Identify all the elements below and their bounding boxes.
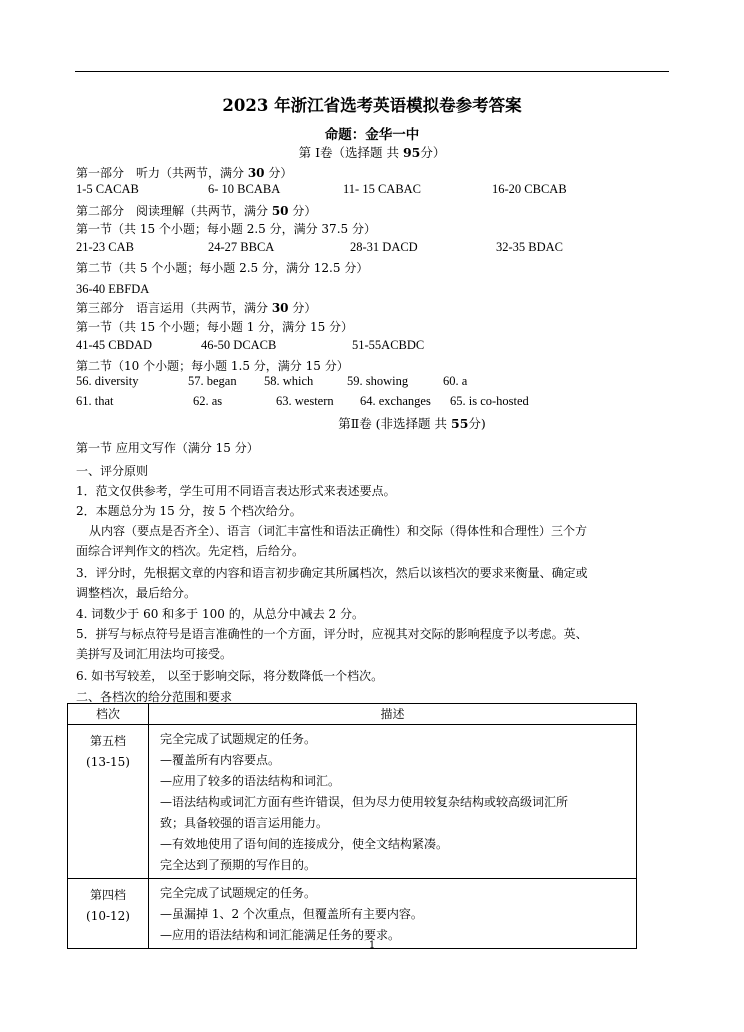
rule-2-detail: 从内容（要点是否齐全）、语言（词汇丰富性和语法正确性）和交际（得体性和合理性）三个方 (89, 524, 588, 538)
part-1-heading: 第一部分 听力（共两节，满分 30 分） (76, 166, 293, 180)
level-name: 第五档 (89, 734, 126, 748)
answer-row: 32-35 BDAC (496, 240, 564, 254)
rule-6: 6. 如书写较差， 以至于影响交际，将分数降低一个档次。 (76, 669, 384, 683)
writing-section-heading: 第一节 应用文写作（满分 15 分） (76, 441, 259, 455)
level-cell (68, 879, 149, 949)
section-heading: 第一节（共 15 个小题；每小题 2.5 分，满分 37.5 分） (76, 222, 376, 236)
answer-row: 11- 15 CABAC (343, 182, 422, 196)
rule-5-cont: 美拼写及词汇用法均可接受。 (76, 647, 233, 661)
answer-row: 28-31 DACD (350, 240, 418, 254)
rule-5: 5．拼写与标点符号是语言准确性的一个方面，评分时，应视其对交际的影响程度予以考虑。英、 (76, 627, 588, 641)
part-3-heading: 第三部分 语言运用（共两节，满分 30 分） (76, 301, 317, 315)
rule-2-detail-cont: 面综合评判作文的档次。先定档，后给分。 (76, 544, 305, 558)
answer-row: 63. western (276, 394, 334, 408)
heading-levels: 二、各档次的给分范围和要求 (76, 690, 233, 704)
answer-row: 6- 10 BCABA (208, 182, 281, 196)
description-line: —覆盖所有内容要点。 (160, 753, 281, 767)
section-heading: 第一节（共 15 个小题；每小题 1 分，满分 15 分） (76, 320, 354, 334)
description-line: —语法结构或词汇方面有些许错误，但为尽力使用较复杂结构或较高级词汇所 (160, 795, 569, 809)
heading-principles: 一、评分原则 (76, 464, 149, 478)
section-heading: 第二节（10 个小题；每小题 1.5 分，满分 15 分） (76, 359, 349, 373)
description-line: —有效地使用了语句间的连接成分，使全文结构紧凑。 (160, 837, 449, 851)
document-subtitle: 命题：金华一中 (324, 127, 420, 143)
description-line: —应用了较多的语法结构和词汇。 (160, 774, 341, 788)
page-number: 1 (368, 940, 376, 951)
description-line: —虽漏掉 1、2 个次重点，但覆盖所有主要内容。 (160, 907, 423, 921)
answer-row: 57. began (188, 374, 237, 388)
level-cell (68, 725, 149, 879)
table-row (68, 725, 637, 879)
volume-1-heading: 第 Ⅰ卷（选择题 共 95分） (298, 145, 446, 160)
description-line: —应用的语法结构和词汇能满足任务的要求。 (160, 928, 401, 942)
answer-row: 24-27 BBCA (208, 240, 275, 254)
description-line: 完全达到了预期的写作目的。 (160, 858, 317, 872)
answer-row: 59. showing (347, 374, 409, 388)
rule-4: 4. 词数少于 60 和多于 100 的，从总分中减去 2 分。 (76, 607, 364, 621)
answer-row: 58. which (264, 374, 314, 388)
answer-row: 1-5 CACAB (76, 182, 139, 196)
answer-row: 65. is co-hosted (450, 394, 529, 408)
answer-row: 36-40 EBFDA (76, 282, 150, 296)
answer-row: 46-50 DCACB (201, 338, 277, 352)
level-range: (13-15) (86, 755, 130, 769)
rule-3: 3．评分时，先根据文章的内容和语言初步确定其所属档次，然后以该档次的要求来衡量、确定或 (76, 566, 588, 580)
table-row (68, 879, 637, 949)
table-header-description: 描述 (149, 704, 637, 725)
answer-row: 41-45 CBDAD (76, 338, 153, 352)
description-line: 致；具备较强的语言运用能力。 (160, 816, 329, 830)
table-header-level: 档次 (68, 704, 149, 725)
answer-row: 21-23 CAB (76, 240, 134, 254)
answer-row: 61. that (76, 394, 114, 408)
rule-3-cont: 调整档次，最后给分。 (76, 586, 197, 600)
answer-row: 60. a (443, 374, 468, 388)
rule-2: 2．本题总分为 15 分，按 5 个档次给分。 (76, 504, 302, 518)
rule-1: 1．范文仅供参考，学生可用不同语言表达形式来表述要点。 (76, 484, 396, 498)
answer-row: 62. as (193, 394, 223, 408)
description-cell (149, 879, 637, 949)
description-line: 完全完成了试题规定的任务。 (160, 732, 317, 746)
table-header-row (68, 704, 637, 725)
level-name: 第四档 (89, 888, 126, 902)
answer-row: 51-55ACBDC (352, 338, 425, 352)
answer-row: 56. diversity (76, 374, 139, 388)
part-2-heading: 第二部分 阅读理解（共两节，满分 50 分） (76, 204, 317, 218)
answer-row: 16-20 CBCAB (492, 182, 567, 196)
section-heading: 第二节（共 5 个小题；每小题 2.5 分，满分 12.5 分） (76, 261, 369, 275)
level-range: (10-12) (86, 909, 130, 923)
volume-2-heading: 第Ⅱ卷 (非选择题 共 55分) (338, 416, 486, 431)
document-title: 2023 年浙江省选考英语模拟卷参考答案 (222, 96, 522, 115)
description-cell (149, 725, 637, 879)
grading-table (67, 703, 637, 949)
description-line: 完全完成了试题规定的任务。 (160, 886, 317, 900)
top-rule (75, 71, 669, 72)
answer-row: 64. exchanges (360, 394, 431, 408)
